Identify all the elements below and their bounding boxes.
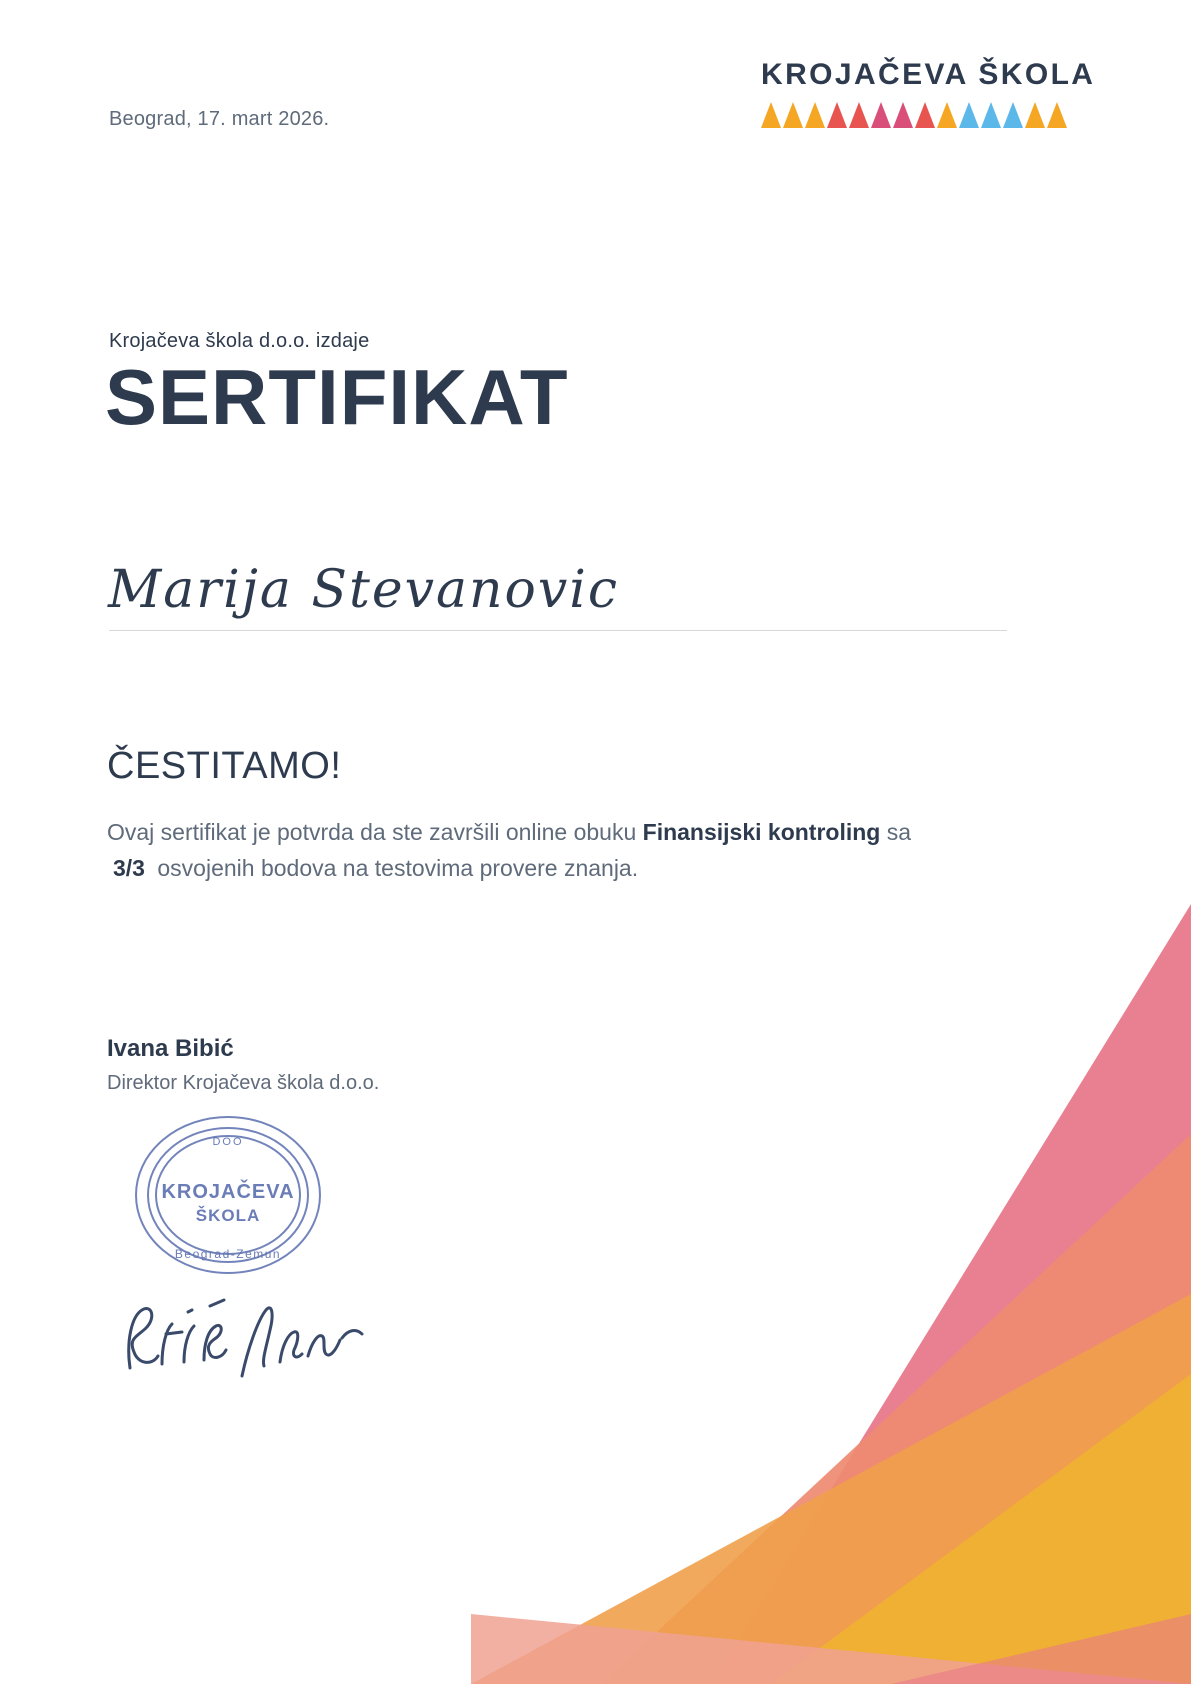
brand-logo <box>761 58 1096 128</box>
zigzag-pattern-icon <box>761 102 1081 128</box>
issuer-line: Krojačeva škola d.o.o. izdaje <box>109 330 370 352</box>
handwritten-signature <box>112 1290 372 1390</box>
recipient-underline <box>109 630 1007 631</box>
stamp-bottom-text: Beograd-Zemun <box>174 1247 282 1261</box>
description-part-2: sa <box>880 819 912 845</box>
course-name: Finansijski kontroling <box>642 819 881 845</box>
official-stamp-icon <box>128 1110 328 1280</box>
stamp-top-text: DOO <box>212 1136 244 1148</box>
certificate-description <box>107 815 937 886</box>
page-title: SERTIFIKAT <box>105 353 569 441</box>
signer-role: Direktor Krojačeva škola d.o.o. <box>107 1072 380 1094</box>
score-value: 3/3 <box>113 854 145 881</box>
stamp-main-text-2: ŠKOLA <box>195 1206 261 1225</box>
recipient-name: Marija Stevanovic <box>108 560 619 620</box>
description-part-3: osvojenih bodova na testovima provere znanja. <box>150 854 639 881</box>
congratulations-heading: ČESTITAMO! <box>107 745 342 787</box>
brand-name-text: KROJAČEVA ŠKOLA <box>761 58 1096 91</box>
stamp-main-text-1: KROJAČEVA <box>161 1181 295 1203</box>
issue-date: Beograd, 17. mart 2026. <box>109 108 330 130</box>
signer-name: Ivana Bibić <box>107 1035 234 1062</box>
description-part-1: Ovaj sertifikat je potvrda da ste završili online obuku <box>107 819 643 845</box>
